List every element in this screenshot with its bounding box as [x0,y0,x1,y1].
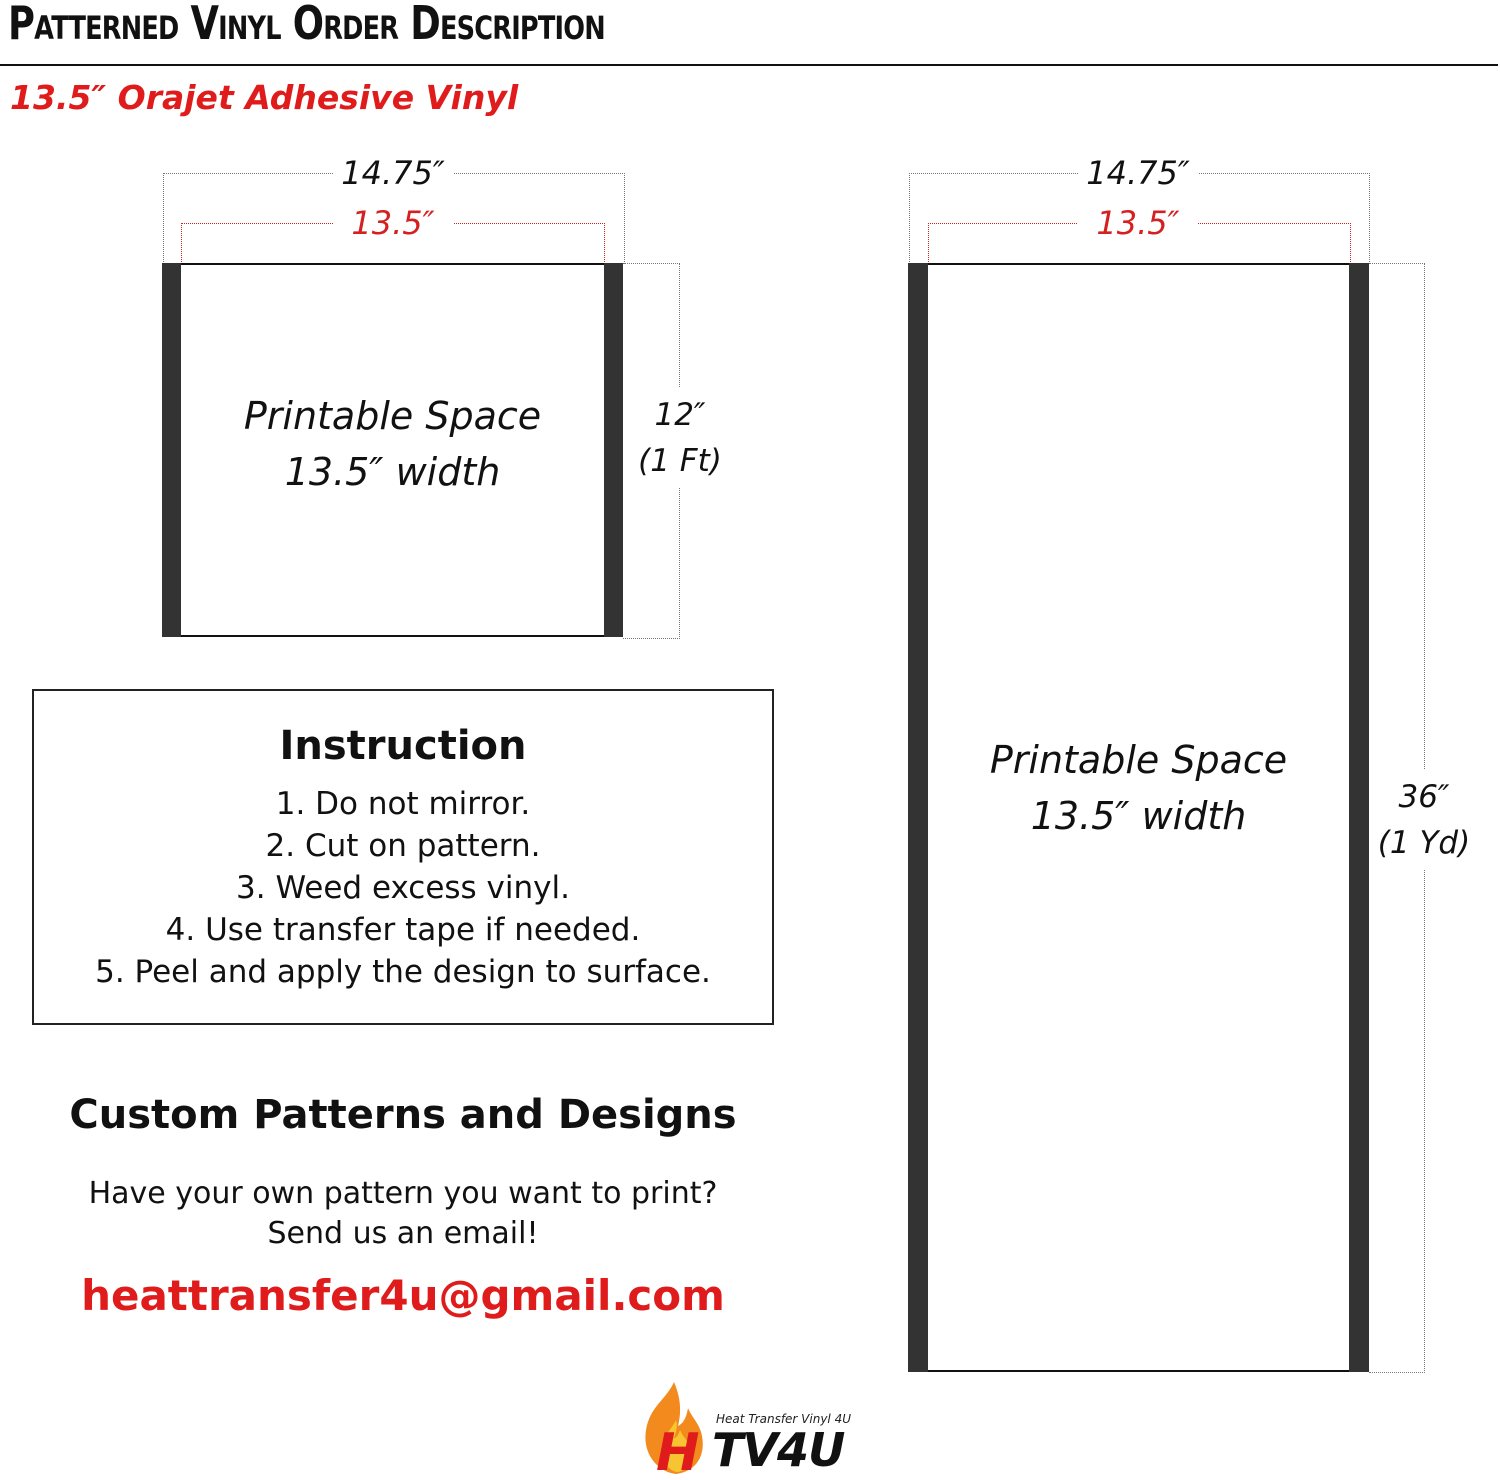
custom-patterns-heading: Custom Patterns and Designs [69,1092,737,1138]
printable-space-width: 13.5″ width [284,450,501,494]
printable-space-label [928,732,1349,844]
logo-h-letter: H [656,1423,700,1476]
printable-space-title: Printable Space [989,738,1288,782]
right-edge-rail [604,263,623,637]
instruction-step: 5. Peel and apply the design to surface. [95,954,711,990]
printable-space-label [181,388,604,500]
height-label [632,388,728,488]
logo-tagline: Heat Transfer Vinyl 4U [716,1412,851,1426]
height-label [1374,770,1474,870]
instruction-step: 4. Use transfer tape if needed. [165,912,641,948]
right-edge-rail [1349,263,1369,1372]
height-unit-note: (1 Ft) [638,443,722,479]
title-divider [0,64,1498,66]
contact-email-link[interactable]: heattransfer4u@gmail.com [81,1271,725,1320]
left-edge-rail [908,263,928,1372]
outer-width-label: 14.75″ [1078,155,1198,191]
height-unit-note: (1 Yd) [1377,825,1471,861]
height-value: 12″ [654,397,706,433]
inner-width-label: 13.5″ [333,205,453,241]
instruction-box [32,689,774,1025]
inner-width-label: 13.5″ [1078,205,1198,241]
custom-patterns-text [32,1174,774,1254]
logo-wordmark: TV4U [712,1423,845,1477]
instruction-title: Instruction [279,723,527,769]
left-edge-rail [162,263,181,637]
instruction-step: 1. Do not mirror. [275,786,531,822]
custom-text-line: Send us an email! [267,1216,539,1251]
printable-space-title: Printable Space [243,394,542,438]
height-value: 36″ [1398,779,1450,815]
printable-space-width: 13.5″ width [1030,794,1247,838]
instruction-list [34,783,772,993]
outer-width-label: 14.75″ [333,155,453,191]
instruction-step: 3. Weed excess vinyl. [236,870,570,906]
custom-text-line: Have your own pattern you want to print? [88,1176,718,1211]
instruction-step: 2. Cut on pattern. [265,828,541,864]
page-title: Patterned Vinyl Order Description [8,0,605,50]
product-subtitle: 13.5″ Orajet Adhesive Vinyl [10,78,519,117]
